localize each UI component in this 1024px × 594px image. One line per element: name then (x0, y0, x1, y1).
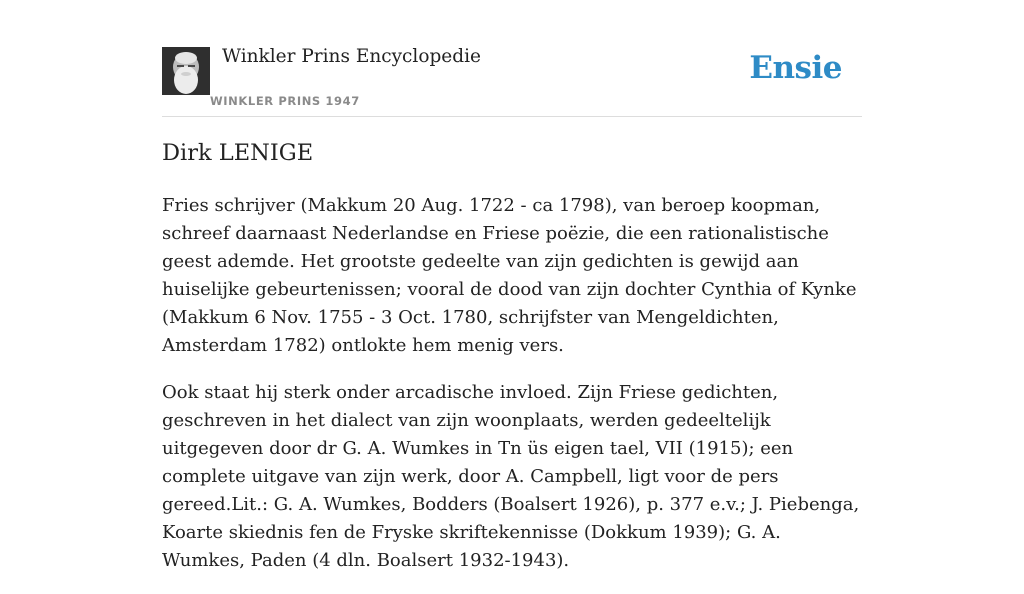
source-title[interactable]: Winkler Prins Encyclopedie (222, 46, 481, 67)
portrait-icon (162, 47, 210, 95)
article-title: Dirk LENIGE (162, 140, 314, 166)
header (162, 0, 862, 117)
author-avatar[interactable] (162, 47, 210, 95)
brand-logo[interactable]: Ensie (749, 50, 842, 86)
article-paragraph: Ook staat hij sterk onder arcadische invloed. Zijn Friese gedichten, geschreven in het dialect van zijn woonplaats, werden gedeeltelijk uitgegeven door dr G. A. Wumkes in Tn üs eigen tael, VII (1915); een complete uitgave van zijn werk, door A. Campbell, ligt voor de pers gereed.Lit.: G. A. Wumkes, Bodders (Boalsert 1926), p. 377 e.v.; J. Piebenga, Koarte skiednis fen de Fryske skriftekennisse (Dokkum 1939); G. A. Wumkes, Paden (4 dln. Boalsert 1932-1943). (162, 382, 860, 571)
page (162, 0, 862, 571)
article-body (162, 192, 862, 594)
source-subtitle[interactable]: WINKLER PRINS 1947 (210, 94, 360, 108)
article-paragraph: Fries schrijver (Makkum 20 Aug. 1722 - ca 1798), van beroep koopman, schreef daarnaast Nederlandse en Friese poëzie, die een rationalistische geest ademde. Het grootste gedeelte van zijn gedichten is gewijd aan huiselijke gebeurtenissen; vooral de dood van zijn dochter Cynthia of Kynke (Makkum 6 Nov. 1755 - 3 Oct. 1780, schrijfster van Mengeldichten, Amsterdam 1782) ontlokte hem menig vers. (162, 195, 857, 356)
